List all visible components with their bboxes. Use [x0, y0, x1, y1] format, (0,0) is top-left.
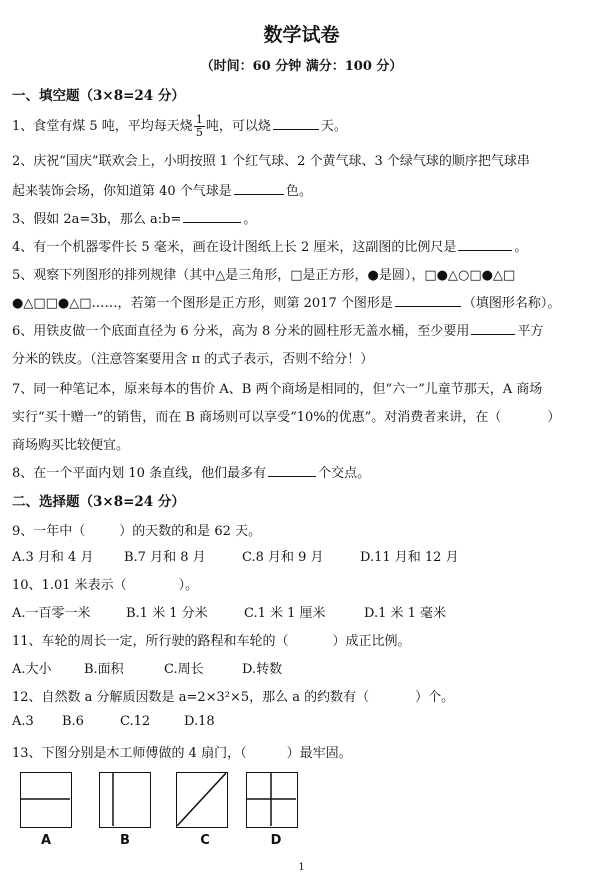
option-b[interactable]: B.7 月和 8 月	[124, 550, 206, 565]
option-a[interactable]: A.3 月和 4 月	[12, 550, 94, 565]
option-c[interactable]: C.12	[120, 714, 151, 729]
fraction-numerator: 1	[195, 113, 203, 126]
question-1-text-end: 天。	[320, 119, 347, 134]
question-7-text-end: ）	[547, 410, 561, 425]
question-12-text-end: ）个。	[415, 690, 455, 705]
section-fill-in-heading: 一、填空题（3×8=24 分）	[12, 88, 185, 104]
question-1	[12, 114, 593, 139]
question-3-text-end: 。	[243, 212, 257, 227]
question-13-text: 13、下图分别是木工师傅做的 4 扇门，（	[12, 746, 247, 761]
door-figure-a[interactable]	[20, 772, 72, 828]
diagonal-brace	[177, 773, 226, 826]
option-c[interactable]: C.8 月和 9 月	[242, 550, 324, 565]
section-choice-heading: 二、选择题（3×8=24 分）	[12, 494, 185, 510]
cross-bars	[247, 773, 296, 826]
question-7-line-1: 7、同一种笔记本，原来每本的售价 A、B 两个商场是相同的，但“六一”儿童节那天，A 商场	[12, 382, 543, 397]
option-a[interactable]: A.大小	[12, 662, 52, 677]
option-d[interactable]: D.11 月和 12 月	[360, 550, 459, 565]
question-2-text: 起来装饰会场，你知道第 40 个气球是	[12, 184, 232, 199]
question-6-text-end: 平方	[517, 324, 544, 339]
question-1-text: 1、食堂有煤 5 吨，平均每天烧	[12, 119, 193, 134]
option-b[interactable]: B.1 米 1 分米	[126, 606, 208, 621]
question-2-text-end: 色。	[285, 184, 312, 199]
page-title: 数学试卷	[263, 24, 340, 46]
question-13-text-end: ）最牢固。	[286, 746, 352, 761]
question-10-text: 10、1.01 米表示（	[12, 578, 127, 593]
fraction-denominator: 5	[195, 126, 203, 139]
answer-blank-5[interactable]	[395, 295, 461, 307]
question-7-text: 实行“买十赠一”的销售，而在 B 商场则可以享受“10%的优惠”。对消费者来讲，在（	[12, 410, 502, 425]
question-3-text: 3、假如 2a=3b，那么 a:b=	[12, 212, 182, 227]
answer-blank-6[interactable]	[471, 323, 515, 335]
fraction	[194, 114, 205, 139]
question-9	[12, 520, 593, 539]
vertical-bar	[100, 773, 149, 826]
door-label-d: D	[270, 833, 282, 848]
option-d[interactable]: D.1 米 1 毫米	[364, 606, 447, 621]
question-12-options	[12, 714, 593, 729]
question-12	[12, 686, 593, 705]
question-10-text-end: ）。	[178, 578, 199, 593]
option-b[interactable]: B.6	[62, 714, 84, 729]
door-figure-b[interactable]	[99, 772, 151, 828]
option-a[interactable]: A.3	[12, 714, 34, 729]
question-9-text-end: ）的天数的和是 62 天。	[119, 524, 262, 539]
question-6-text: 6、用铁皮做一个底面直径为 6 分米，高为 8 分米的圆柱形无盖水桶，至少要用	[12, 324, 470, 339]
question-13	[12, 742, 593, 761]
question-8-text: 8、在一个平面内划 10 条直线，他们最多有	[12, 466, 267, 481]
question-2-line-2	[12, 180, 593, 199]
answer-blank-8[interactable]	[268, 465, 316, 477]
page-number: 1	[298, 862, 305, 873]
horizontal-bar	[21, 773, 70, 826]
question-9-options	[12, 546, 593, 565]
door-label-b: B	[120, 833, 130, 848]
answer-blank-1[interactable]	[273, 118, 319, 130]
door-label-c: C	[200, 833, 210, 848]
question-4-text-end: 。	[514, 240, 528, 255]
option-c[interactable]: C.1 米 1 厘米	[244, 606, 326, 621]
question-2-line-1: 2、庆祝“国庆”联欢会上，小明按照 1 个红气球、2 个黄气球、3 个绿气球的顺序把气球串	[12, 154, 530, 169]
question-4-text: 4、有一个机器零件长 5 毫米，画在设计图纸上长 2 厘米，这副图的比例尺是	[12, 240, 457, 255]
question-7-line-2	[12, 406, 593, 425]
option-a[interactable]: A.一百零一米	[12, 606, 91, 621]
door-figure-c[interactable]	[176, 772, 228, 828]
question-10-options	[12, 602, 593, 621]
question-11	[12, 630, 593, 649]
question-5-line-2	[12, 292, 593, 311]
option-b[interactable]: B.面积	[84, 662, 124, 677]
option-c[interactable]: C.周长	[164, 662, 204, 677]
question-5-text-end: （填图形名称）。	[462, 296, 561, 311]
question-3	[12, 208, 593, 227]
question-5-text: ●△□□●△□……，若第一个图形是正方形，则第 2017 个图形是	[12, 296, 393, 311]
question-5-line-1: 5、观察下列图形的排列规律（其中△是三角形，□是正方形，●是圆），□●△○□●△□	[12, 268, 516, 283]
question-7-line-3: 商场购买比较便宜。	[12, 438, 130, 453]
exam-subtitle: （时间：60 分钟 满分：100 分）	[200, 59, 403, 74]
option-d[interactable]: D.转数	[242, 662, 283, 677]
question-6-line-2: 分米的铁皮。（注意答案要用含 π 的式子表示，否则不给分！）	[12, 352, 374, 367]
question-11-text: 11、车轮的周长一定，所行驶的路程和车轮的（	[12, 634, 289, 649]
question-4	[12, 236, 593, 255]
door-label-a: A	[40, 833, 52, 848]
question-9-text: 9、一年中（	[12, 524, 86, 539]
question-10	[12, 574, 593, 593]
question-11-options	[12, 658, 593, 677]
question-1-text-mid: 吨，可以烧	[205, 119, 271, 134]
answer-blank-3[interactable]	[183, 211, 241, 223]
question-11-text-end: ）成正比例。	[332, 634, 411, 649]
answer-blank-4[interactable]	[458, 239, 512, 251]
question-12-text: 12、自然数 a 分解质因数是 a=2×3²×5，那么 a 的约数有（	[12, 690, 370, 705]
question-8-text-end: 个交点。	[318, 466, 371, 481]
answer-blank-2[interactable]	[234, 183, 284, 195]
question-8	[12, 462, 593, 481]
question-6-line-1	[12, 320, 593, 339]
door-figure-d[interactable]	[246, 772, 298, 828]
option-d[interactable]: D.18	[184, 714, 215, 729]
